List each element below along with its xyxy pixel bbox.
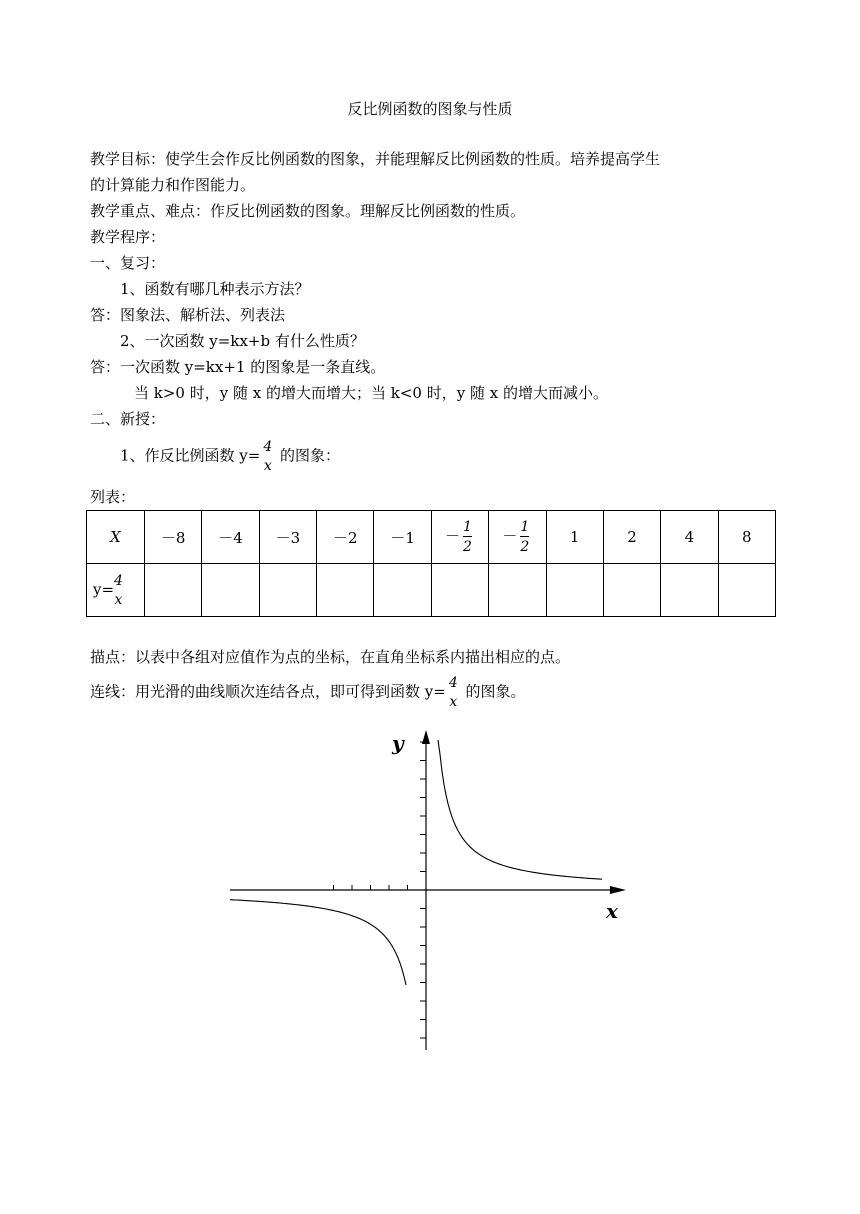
x-value-cell: －8 — [145, 511, 202, 564]
y-value-cell[interactable] — [661, 564, 718, 617]
y-value-cell[interactable] — [489, 564, 546, 617]
y-prefix: y= — [93, 580, 115, 598]
y-value-cell[interactable] — [718, 564, 775, 617]
x-axis-arrow-icon — [610, 886, 626, 894]
y-value-cell[interactable] — [317, 564, 374, 617]
fraction-denominator: x — [114, 591, 123, 608]
teaching-goal-line2: 的计算能力和作图能力。 — [90, 176, 256, 194]
page-title: 反比例函数的图象与性质 — [347, 100, 513, 118]
x-axis-label: x — [606, 899, 618, 923]
fraction-numerator: 1 — [520, 519, 530, 535]
y-value-cell[interactable] — [145, 564, 202, 617]
procedure-heading: 教学程序： — [90, 228, 166, 246]
answer-2-detail: 当 k>0 时，y 随 x 的增大而增大；当 k<0 时，y 随 x 的增大而减小。 — [134, 384, 608, 402]
value-table — [86, 510, 776, 617]
hyperbola-branch-third-quadrant — [230, 900, 406, 985]
fraction-denominator: x — [263, 458, 272, 474]
answer-1: 答：图象法、解析法、列表法 — [90, 306, 286, 324]
x-value-cell-neg-half — [489, 511, 546, 564]
fraction-denominator: 2 — [520, 539, 530, 555]
fraction-numerator: 4 — [114, 572, 123, 589]
question-1: 1、函数有哪几种表示方法？ — [120, 280, 310, 298]
minus-sign: － — [445, 527, 461, 545]
table-row-y — [87, 564, 776, 617]
y-value-cell[interactable] — [431, 564, 488, 617]
new-lesson-heading: 二、新授： — [90, 410, 166, 428]
fraction-4-over-x — [114, 574, 123, 607]
y-value-cell[interactable] — [374, 564, 431, 617]
x-value-cell: －2 — [317, 511, 374, 564]
y-axis-arrow-icon — [422, 730, 430, 744]
teaching-goal-line1: 教学目标：使学生会作反比例函数的图象，并能理解反比例函数的性质。培养提高学生 — [90, 150, 661, 168]
fraction-one-half — [463, 520, 472, 554]
x-value-cell: －1 — [374, 511, 431, 564]
x-value-cell: 1 — [546, 511, 603, 564]
connect-text — [90, 676, 526, 709]
task-1 — [120, 440, 340, 473]
y-value-cell[interactable] — [603, 564, 660, 617]
fraction-denominator: x — [449, 694, 458, 710]
task-1-suffix: 的图象： — [275, 446, 341, 465]
review-heading: 一、复习： — [90, 254, 166, 272]
answer-2: 答：一次函数 y=kx+1 的图象是一条直线。 — [90, 358, 386, 376]
key-points: 教学重点、难点：作反比例函数的图象。理解反比例函数的性质。 — [90, 202, 526, 220]
table-header-x: X — [87, 511, 145, 564]
y-value-cell[interactable] — [546, 564, 603, 617]
fraction-4-over-x — [263, 440, 272, 473]
task-1-prefix: 1、作反比例函数 y= — [120, 446, 261, 465]
connect-prefix: 连线：用光滑的曲线顺次连结各点，即可得到函数 y= — [90, 682, 446, 701]
x-value-cell: －3 — [259, 511, 316, 564]
connect-suffix: 的图象。 — [460, 682, 526, 701]
question-2: 2、一次函数 y=kx+b 有什么性质？ — [120, 332, 365, 350]
hyperbola-branch-first-quadrant — [438, 740, 602, 879]
plot-points-text: 描点：以表中各组对应值作为点的坐标，在直角坐标系内描出相应的点。 — [90, 648, 571, 666]
y-axis-label: y — [392, 731, 404, 755]
list-label: 列表： — [90, 488, 136, 506]
fraction-one-half — [520, 520, 529, 554]
x-value-cell: 8 — [718, 511, 775, 564]
minus-sign: － — [502, 527, 518, 545]
x-value-cell: 4 — [661, 511, 718, 564]
fraction-numerator: 4 — [448, 675, 458, 691]
table-row-x — [87, 511, 776, 564]
table-header-y — [87, 564, 145, 617]
fraction-denominator: 2 — [463, 539, 472, 555]
y-value-cell[interactable] — [259, 564, 316, 617]
fraction-numerator: 4 — [263, 439, 273, 455]
hyperbola-graph — [220, 728, 640, 1058]
fraction-4-over-x — [449, 676, 458, 709]
x-value-cell: －4 — [202, 511, 259, 564]
x-value-cell-neg-half — [431, 511, 488, 564]
fraction-numerator: 1 — [463, 519, 472, 535]
y-value-cell[interactable] — [202, 564, 259, 617]
x-value-cell: 2 — [603, 511, 660, 564]
